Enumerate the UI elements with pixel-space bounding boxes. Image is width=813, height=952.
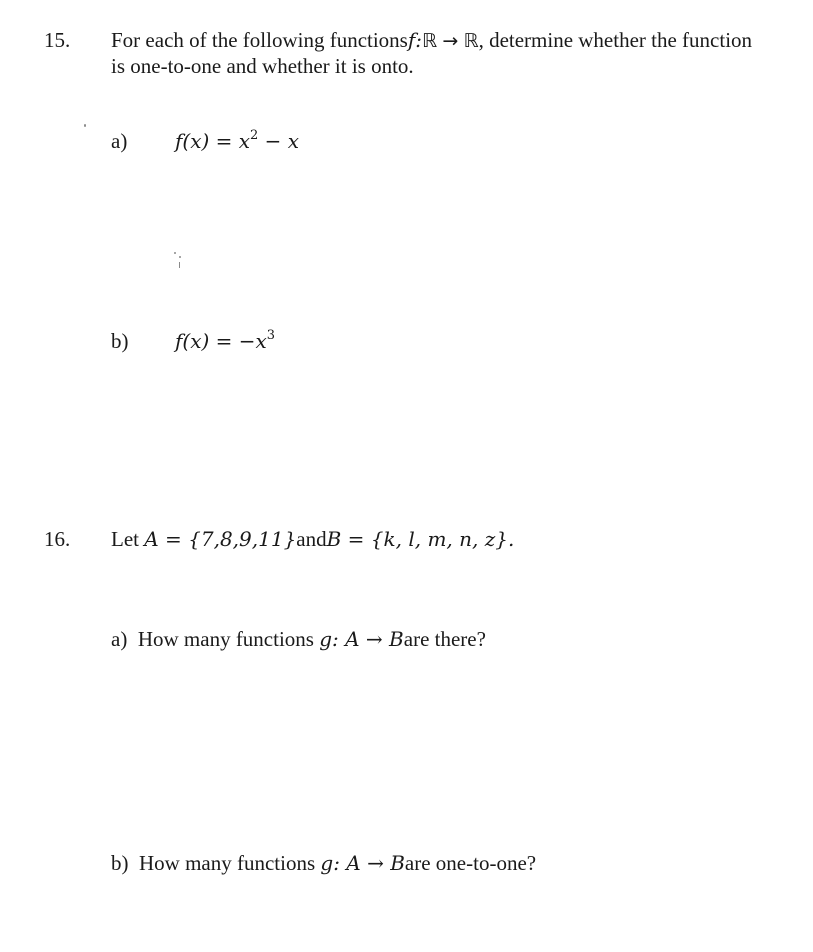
question-16-lead: Let xyxy=(111,527,145,551)
question-16a-function: g: A → B xyxy=(319,627,404,651)
question-15-number: 15. xyxy=(44,28,71,52)
question-16-set-a: A = {7,8,9,11} xyxy=(144,527,297,551)
question-15a-label: a) xyxy=(111,129,128,153)
question-15b-lhs: f(x) = −x xyxy=(175,329,267,353)
scan-speck xyxy=(179,256,181,258)
question-16-and: and xyxy=(296,527,327,551)
question-15-function-name: f xyxy=(407,28,416,52)
question-15-prompt-lead: For each of the following functions xyxy=(111,28,408,52)
question-16b xyxy=(111,850,536,876)
question-15-colon: : xyxy=(415,28,423,52)
question-15a-lhs: f(x) = x xyxy=(175,129,251,153)
question-16a xyxy=(111,626,486,652)
question-15-arrow: → xyxy=(442,30,459,52)
question-15-prompt-line1 xyxy=(111,27,752,54)
question-16a-lead: How many functions xyxy=(137,627,320,651)
question-15b-label: b) xyxy=(111,329,129,353)
question-16b-function: g: A → B xyxy=(320,851,405,875)
question-16b-lead: How many functions xyxy=(139,851,321,875)
question-16b-label: b) xyxy=(111,851,129,875)
question-15a-equation xyxy=(175,129,299,153)
question-16a-tail: are there? xyxy=(403,627,486,651)
scan-speck xyxy=(174,252,176,254)
question-15a-rhs: − x xyxy=(258,129,300,153)
question-15-domain: ℝ xyxy=(422,30,438,52)
question-15b-exponent: 3 xyxy=(266,328,276,343)
scan-speck xyxy=(84,124,86,127)
scan-speck xyxy=(179,262,180,268)
question-16b-tail: are one-to-one? xyxy=(404,851,537,875)
question-16-statement xyxy=(111,526,514,552)
question-15-codomain: ℝ xyxy=(463,30,479,52)
question-16a-label: a) xyxy=(111,627,128,651)
question-15-prompt-tail: , determine whether the function xyxy=(478,28,753,52)
question-15-prompt-line2: is one-to-one and whether it is onto. xyxy=(111,54,414,78)
question-15a-exponent: 2 xyxy=(250,128,259,143)
question-15b-equation xyxy=(175,329,275,353)
question-16-number: 16. xyxy=(44,527,71,551)
question-16-set-b: B = {k, l, m, n, z}. xyxy=(326,527,515,551)
